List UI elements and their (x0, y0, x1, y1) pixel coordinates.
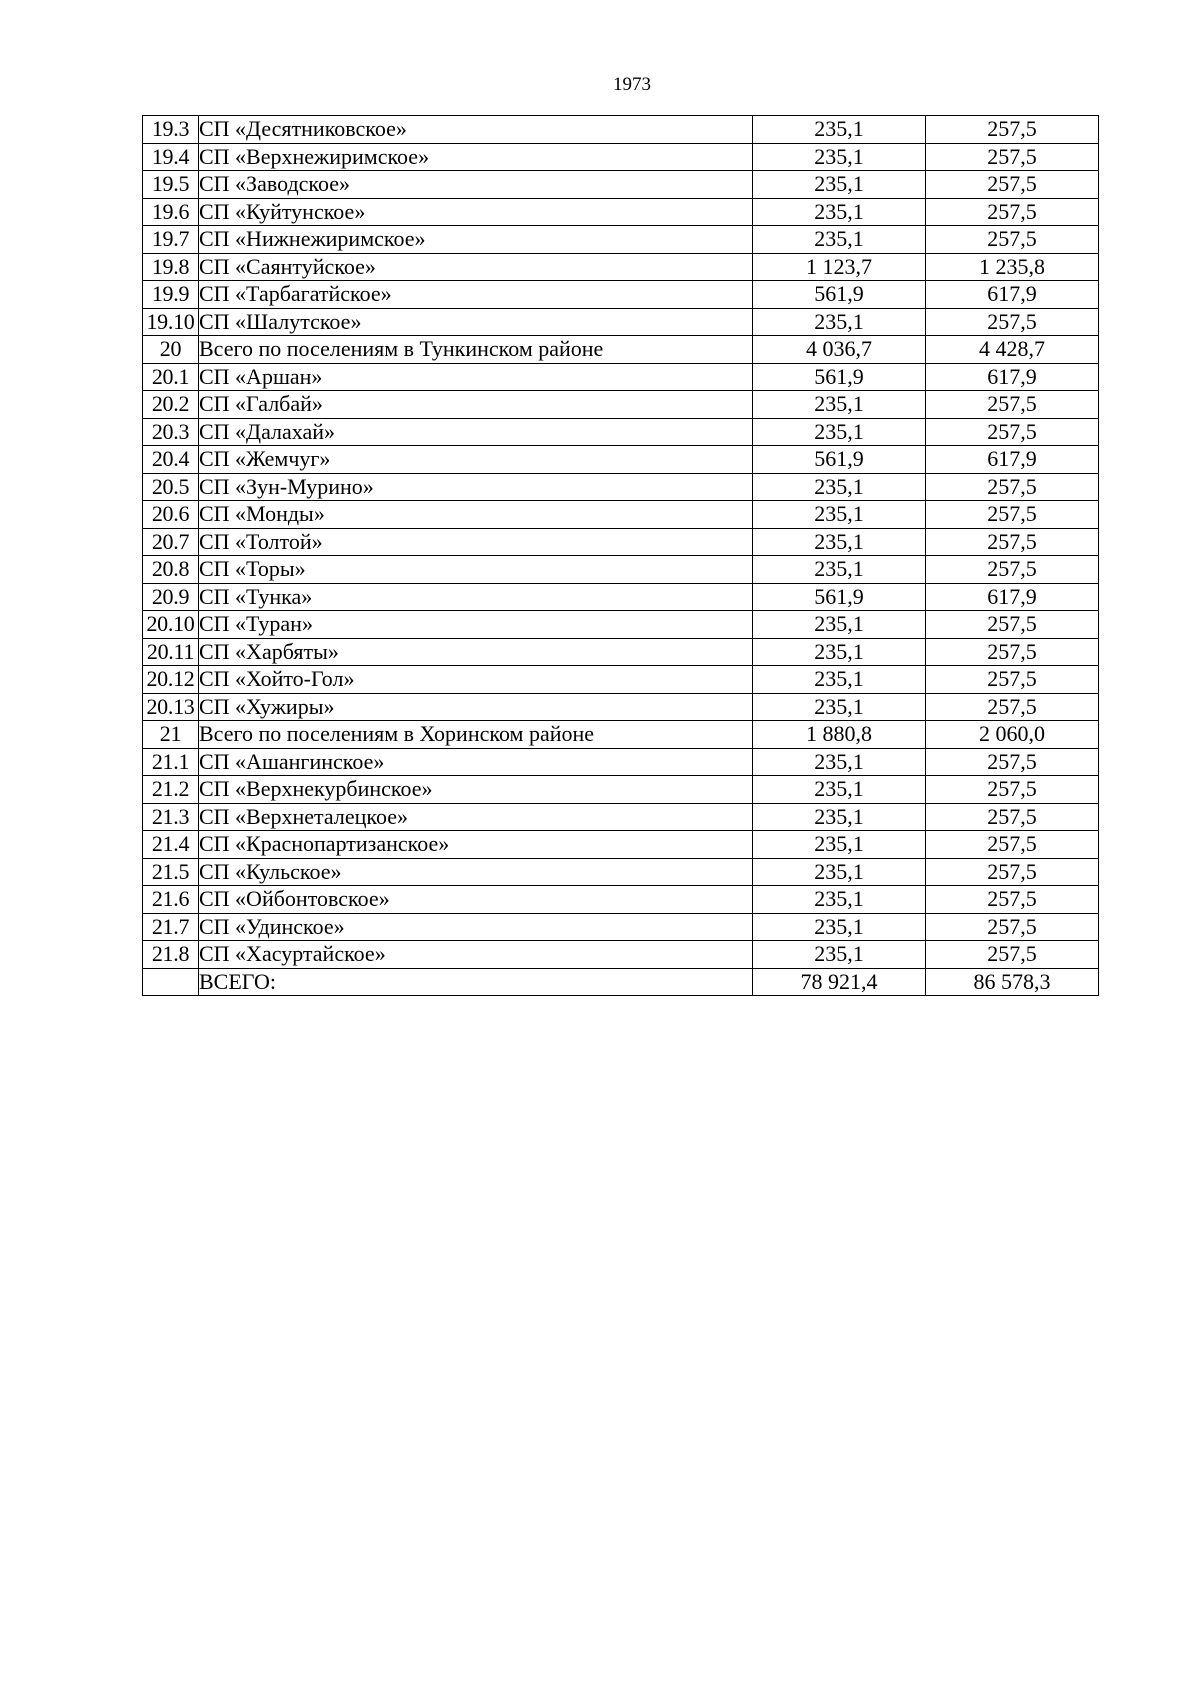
row-number-cell: 19.4 (143, 143, 199, 171)
row-number-cell: 21.1 (143, 748, 199, 776)
table-row (143, 418, 1099, 446)
row-number-cell: 21.8 (143, 941, 199, 969)
amount-cell-2: 257,5 (926, 226, 1099, 254)
amount-cell-1: 235,1 (753, 473, 926, 501)
amount-cell-1: 561,9 (753, 583, 926, 611)
table-row (143, 941, 1099, 969)
row-number-cell: 21 (143, 721, 199, 749)
table-row (143, 556, 1099, 584)
amount-cell-1: 235,1 (753, 171, 926, 199)
settlement-name-cell: СП «Саянтуйское» (199, 253, 753, 281)
settlement-name-cell: СП «Толтой» (199, 528, 753, 556)
amount-cell-1: 561,9 (753, 446, 926, 474)
amount-cell-2: 257,5 (926, 501, 1099, 529)
settlement-name-cell: СП «Аршан» (199, 363, 753, 391)
row-number-cell: 19.10 (143, 308, 199, 336)
table-row (143, 446, 1099, 474)
table-row (143, 391, 1099, 419)
row-number-cell: 20.7 (143, 528, 199, 556)
row-number-cell: 20.3 (143, 418, 199, 446)
table-row (143, 473, 1099, 501)
row-number-cell: 19.9 (143, 281, 199, 309)
row-number-cell: 20.6 (143, 501, 199, 529)
amount-cell-2: 257,5 (926, 886, 1099, 914)
table-row (143, 143, 1099, 171)
settlement-name-cell: СП «Ойбонтовское» (199, 886, 753, 914)
table-row (143, 913, 1099, 941)
table-row (143, 583, 1099, 611)
row-number-cell: 20.13 (143, 693, 199, 721)
table-row (143, 281, 1099, 309)
amount-cell-1: 235,1 (753, 886, 926, 914)
settlement-name-cell: СП «Хасуртайское» (199, 941, 753, 969)
amount-cell-1: 235,1 (753, 226, 926, 254)
row-number-cell (143, 968, 199, 996)
table-row (143, 611, 1099, 639)
amount-cell-2: 257,5 (926, 913, 1099, 941)
table-row (143, 666, 1099, 694)
amount-cell-1: 4 036,7 (753, 336, 926, 364)
table-row (143, 171, 1099, 199)
settlement-name-cell: СП «Куйтунское» (199, 198, 753, 226)
row-number-cell: 21.6 (143, 886, 199, 914)
amount-cell-2: 257,5 (926, 198, 1099, 226)
row-number-cell: 20.2 (143, 391, 199, 419)
amount-cell-2: 86 578,3 (926, 968, 1099, 996)
settlement-name-cell: СП «Краснопартизанское» (199, 831, 753, 859)
amount-cell-2: 4 428,7 (926, 336, 1099, 364)
amount-cell-2: 617,9 (926, 281, 1099, 309)
table-row (143, 968, 1099, 996)
amount-cell-1: 561,9 (753, 281, 926, 309)
amount-cell-2: 257,5 (926, 116, 1099, 144)
amount-cell-1: 1 880,8 (753, 721, 926, 749)
row-number-cell: 20.9 (143, 583, 199, 611)
settlement-name-cell: СП «Тарбагатйское» (199, 281, 753, 309)
amount-cell-1: 235,1 (753, 501, 926, 529)
row-number-cell: 21.2 (143, 776, 199, 804)
row-number-cell: 21.7 (143, 913, 199, 941)
settlement-name-cell: Всего по поселениям в Тункинском районе (199, 336, 753, 364)
settlement-name-cell: СП «Торы» (199, 556, 753, 584)
settlement-name-cell: СП «Хужиры» (199, 693, 753, 721)
amount-cell-1: 235,1 (753, 391, 926, 419)
row-number-cell: 19.5 (143, 171, 199, 199)
settlement-name-cell: СП «Кульское» (199, 858, 753, 886)
amount-cell-1: 235,1 (753, 116, 926, 144)
settlement-name-cell: Всего по поселениям в Хоринском районе (199, 721, 753, 749)
amount-cell-1: 235,1 (753, 941, 926, 969)
amount-cell-2: 257,5 (926, 858, 1099, 886)
row-number-cell: 20.10 (143, 611, 199, 639)
amount-cell-1: 561,9 (753, 363, 926, 391)
amount-cell-1: 235,1 (753, 776, 926, 804)
settlement-name-cell: СП «Зун-Мурино» (199, 473, 753, 501)
row-number-cell: 21.5 (143, 858, 199, 886)
settlement-name-cell: СП «Верхнежиримское» (199, 143, 753, 171)
table-row (143, 693, 1099, 721)
amount-cell-1: 235,1 (753, 803, 926, 831)
settlement-name-cell: СП «Харбяты» (199, 638, 753, 666)
settlement-name-cell: СП «Монды» (199, 501, 753, 529)
amount-cell-1: 235,1 (753, 611, 926, 639)
table-row (143, 831, 1099, 859)
budget-table (142, 115, 1099, 996)
row-number-cell: 21.3 (143, 803, 199, 831)
row-number-cell: 20.1 (143, 363, 199, 391)
amount-cell-1: 235,1 (753, 638, 926, 666)
amount-cell-1: 235,1 (753, 143, 926, 171)
settlement-name-cell: СП «Тунка» (199, 583, 753, 611)
amount-cell-2: 617,9 (926, 363, 1099, 391)
amount-cell-1: 235,1 (753, 858, 926, 886)
row-number-cell: 20.8 (143, 556, 199, 584)
table-row (143, 336, 1099, 364)
amount-cell-1: 235,1 (753, 913, 926, 941)
amount-cell-1: 1 123,7 (753, 253, 926, 281)
amount-cell-2: 257,5 (926, 941, 1099, 969)
row-number-cell: 20.5 (143, 473, 199, 501)
settlement-name-cell: СП «Удинское» (199, 913, 753, 941)
table-row (143, 886, 1099, 914)
page-number: 1973 (613, 74, 651, 95)
settlement-name-cell: СП «Заводское» (199, 171, 753, 199)
row-number-cell: 20.12 (143, 666, 199, 694)
amount-cell-2: 257,5 (926, 611, 1099, 639)
table-row (143, 776, 1099, 804)
row-number-cell: 19.3 (143, 116, 199, 144)
amount-cell-2: 257,5 (926, 776, 1099, 804)
table-row (143, 226, 1099, 254)
amount-cell-1: 235,1 (753, 748, 926, 776)
settlement-name-cell: СП «Верхнеталецкое» (199, 803, 753, 831)
amount-cell-2: 257,5 (926, 831, 1099, 859)
table-row (143, 116, 1099, 144)
amount-cell-2: 257,5 (926, 666, 1099, 694)
amount-cell-2: 617,9 (926, 583, 1099, 611)
amount-cell-2: 257,5 (926, 308, 1099, 336)
table-row (143, 308, 1099, 336)
row-number-cell: 20.4 (143, 446, 199, 474)
table-row (143, 803, 1099, 831)
amount-cell-2: 257,5 (926, 693, 1099, 721)
settlement-name-cell: СП «Ашангинское» (199, 748, 753, 776)
amount-cell-1: 235,1 (753, 831, 926, 859)
settlement-name-cell: СП «Хойто-Гол» (199, 666, 753, 694)
table-row (143, 198, 1099, 226)
settlement-name-cell: СП «Верхнекурбинское» (199, 776, 753, 804)
amount-cell-2: 257,5 (926, 528, 1099, 556)
amount-cell-2: 257,5 (926, 803, 1099, 831)
amount-cell-2: 257,5 (926, 391, 1099, 419)
amount-cell-2: 257,5 (926, 638, 1099, 666)
settlement-name-cell: СП «Жемчуг» (199, 446, 753, 474)
row-number-cell: 20 (143, 336, 199, 364)
table-row (143, 858, 1099, 886)
amount-cell-2: 257,5 (926, 143, 1099, 171)
row-number-cell: 19.6 (143, 198, 199, 226)
amount-cell-2: 257,5 (926, 418, 1099, 446)
row-number-cell: 21.4 (143, 831, 199, 859)
settlement-name-cell: СП «Туран» (199, 611, 753, 639)
amount-cell-2: 257,5 (926, 556, 1099, 584)
row-number-cell: 19.7 (143, 226, 199, 254)
table-row (143, 363, 1099, 391)
settlement-name-cell: СП «Десятниковское» (199, 116, 753, 144)
amount-cell-1: 235,1 (753, 556, 926, 584)
amount-cell-2: 617,9 (926, 446, 1099, 474)
settlement-name-cell: ВСЕГО: (199, 968, 753, 996)
amount-cell-1: 235,1 (753, 666, 926, 694)
row-number-cell: 20.11 (143, 638, 199, 666)
budget-table-body (143, 116, 1099, 996)
settlement-name-cell: СП «Далахай» (199, 418, 753, 446)
amount-cell-1: 235,1 (753, 693, 926, 721)
table-row (143, 638, 1099, 666)
amount-cell-1: 235,1 (753, 308, 926, 336)
table-row (143, 253, 1099, 281)
settlement-name-cell: СП «Шалутское» (199, 308, 753, 336)
amount-cell-2: 257,5 (926, 171, 1099, 199)
settlement-name-cell: СП «Галбай» (199, 391, 753, 419)
amount-cell-1: 235,1 (753, 528, 926, 556)
settlement-name-cell: СП «Нижнежиримское» (199, 226, 753, 254)
amount-cell-2: 257,5 (926, 473, 1099, 501)
row-number-cell: 19.8 (143, 253, 199, 281)
amount-cell-2: 2 060,0 (926, 721, 1099, 749)
amount-cell-2: 257,5 (926, 748, 1099, 776)
table-row (143, 501, 1099, 529)
amount-cell-1: 235,1 (753, 198, 926, 226)
table-row (143, 528, 1099, 556)
table-row (143, 748, 1099, 776)
amount-cell-2: 1 235,8 (926, 253, 1099, 281)
table-row (143, 721, 1099, 749)
amount-cell-1: 235,1 (753, 418, 926, 446)
amount-cell-1: 78 921,4 (753, 968, 926, 996)
